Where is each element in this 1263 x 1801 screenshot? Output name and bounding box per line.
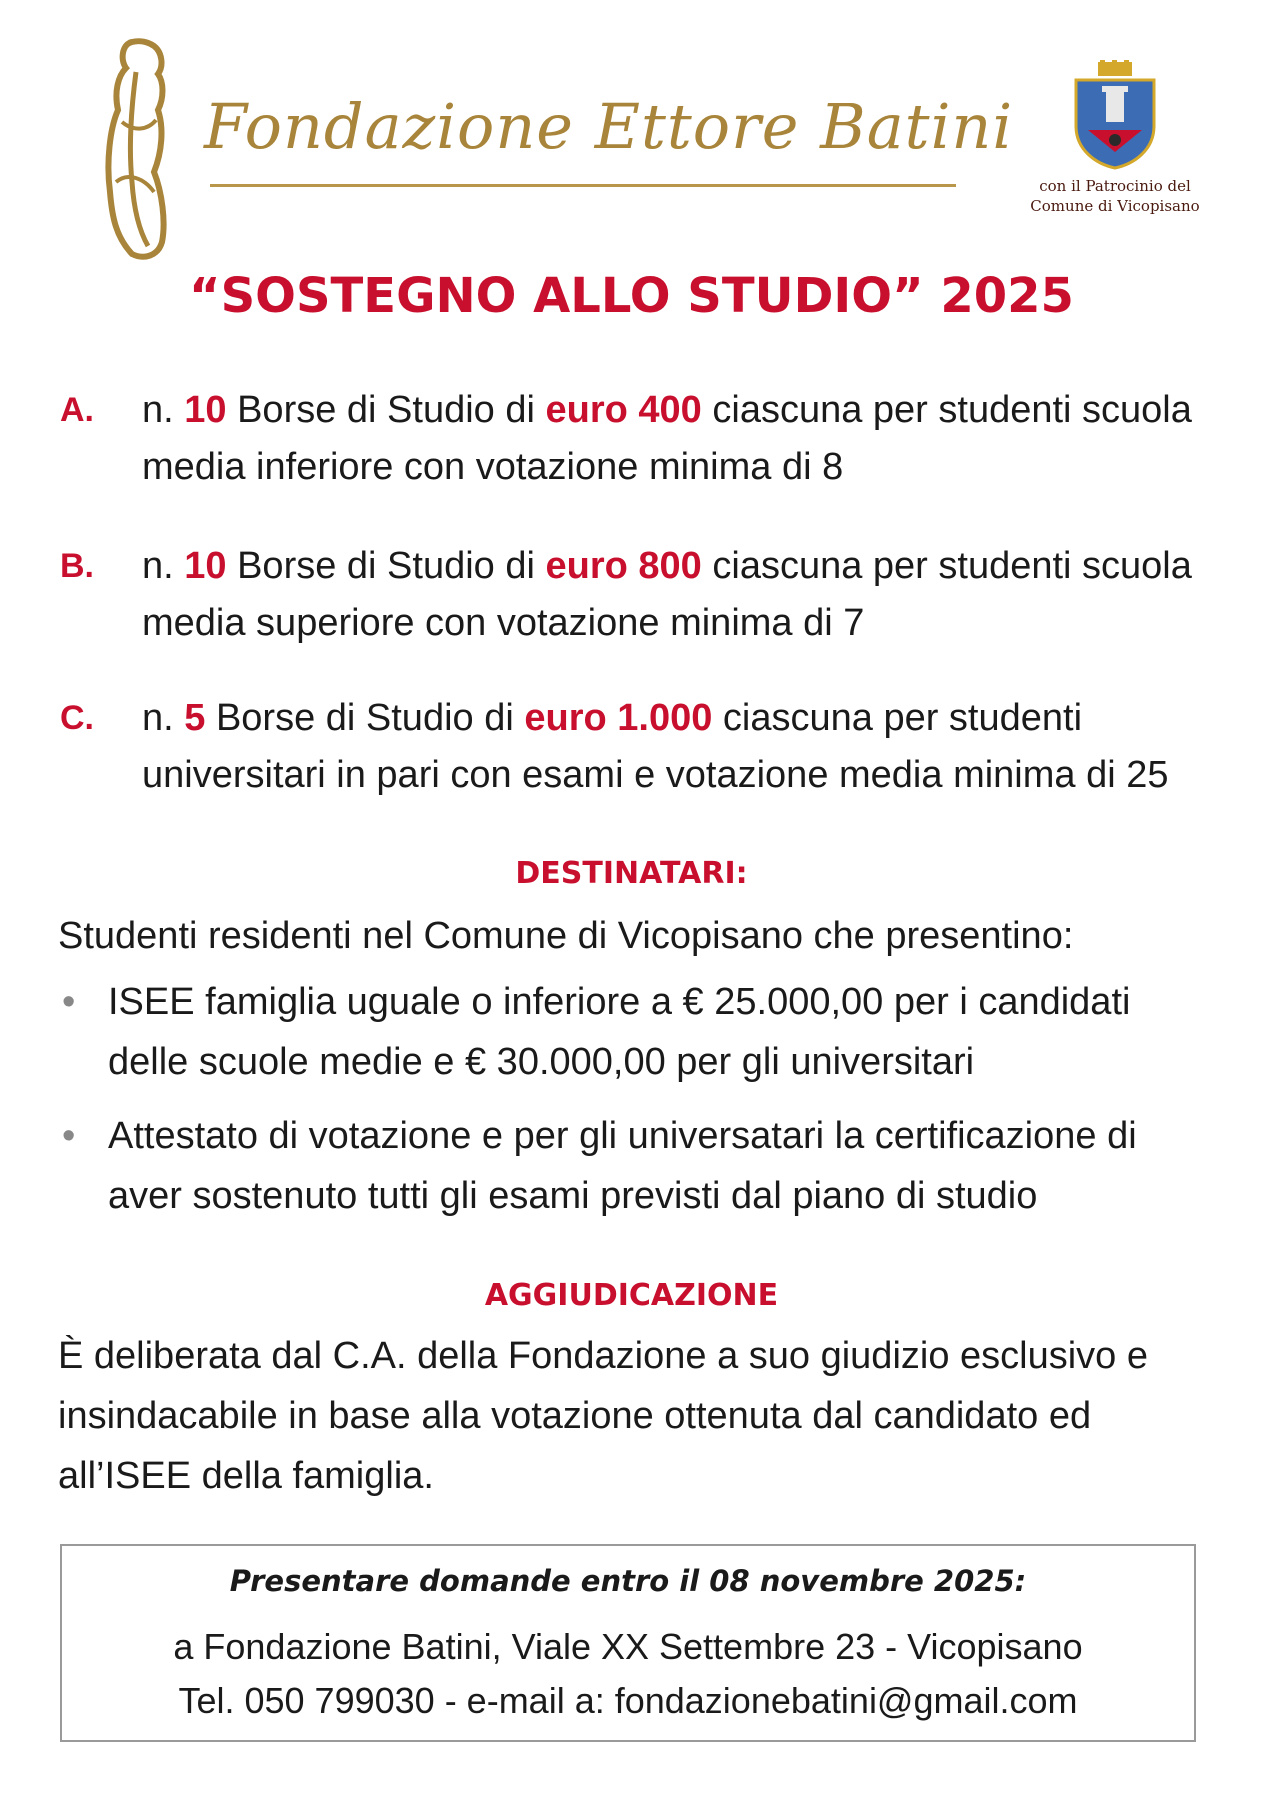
scholarship-item-b (60, 538, 1200, 652)
item-letter: B. (60, 547, 94, 585)
item-amount: euro 1.000 (524, 697, 713, 739)
patronage-line-1: con il Patrocinio del (1039, 177, 1191, 195)
item-count: 5 (184, 697, 206, 739)
header-divider (210, 184, 956, 187)
contact-box (60, 1544, 1196, 1742)
patronage-line-2: Comune di Vicopisano (1030, 197, 1200, 215)
bullet-icon: • (62, 1115, 76, 1157)
header (0, 0, 1263, 260)
foundation-name: Fondazione Ettore Batini (204, 90, 1014, 163)
dancing-couple-logo-icon (92, 32, 178, 262)
destinatari-heading: DESTINATARI: (515, 856, 748, 891)
item-rest: ciascuna per studenti scuola media inferiore con votazione minima di 8 (142, 389, 1192, 488)
bullet-icon: • (62, 981, 76, 1023)
scholarship-item-c (60, 690, 1200, 804)
item-mid: Borse di Studio di (226, 389, 546, 431)
deadline-title: Presentare domande entro il 08 novembre 2025: (229, 1564, 1027, 1598)
item-count: 10 (184, 545, 227, 587)
bullet-text: ISEE famiglia uguale o inferiore a € 25.000,00 per i candidati delle scuole medie e € 30.000,00 per gli universitari (108, 981, 1131, 1083)
aggiudicazione-heading: AGGIUDICAZIONE (484, 1278, 779, 1313)
item-count: 10 (184, 389, 227, 431)
destinatari-bullet (58, 1106, 1198, 1226)
item-rest: ciascuna per studenti scuola media superiore con votazione minima di 7 (142, 545, 1192, 644)
item-prefix: n. (142, 545, 185, 587)
aggiudicazione-text: È deliberata dal C.A. della Fondazione a suo giudizio esclusivo e insindacabile in base alla votazione ottenuta dal candidato ed all’ISEE della famiglia. (58, 1335, 1148, 1497)
scholarship-item-a (60, 382, 1200, 496)
item-rest: ciascuna per studenti universitari in pari con esami e votazione media minima di 25 (142, 697, 1169, 796)
item-text (142, 382, 1200, 496)
bullet-text: Attestato di votazione e per gli universatari la certificazione di aver sostenuto tutti gli esami previsti dal piano di studio (108, 1115, 1137, 1217)
item-prefix: n. (142, 697, 185, 739)
item-amount: euro 400 (545, 389, 702, 431)
item-letter: C. (60, 699, 94, 737)
item-text (142, 538, 1200, 652)
patronage-text (995, 176, 1235, 216)
item-text (142, 690, 1200, 804)
destinatari-bullet (58, 972, 1198, 1092)
item-letter: A. (60, 391, 94, 429)
destinatari-intro: Studenti residenti nel Comune di Vicopisano che presentino: (58, 915, 1074, 957)
item-mid: Borse di Studio di (226, 545, 546, 587)
contact-address: a Fondazione Batini, Viale XX Settembre 23 - Vicopisano (173, 1626, 1083, 1667)
item-amount: euro 800 (545, 545, 702, 587)
page-title: “SOSTEGNO ALLO STUDIO” 2025 (189, 268, 1074, 324)
item-mid: Borse di Studio di (205, 697, 525, 739)
item-prefix: n. (142, 389, 185, 431)
contact-details: Tel. 050 799030 - e-mail a: fondazionebatini@gmail.com (178, 1680, 1078, 1721)
vicopisano-crest-icon (1068, 60, 1162, 170)
